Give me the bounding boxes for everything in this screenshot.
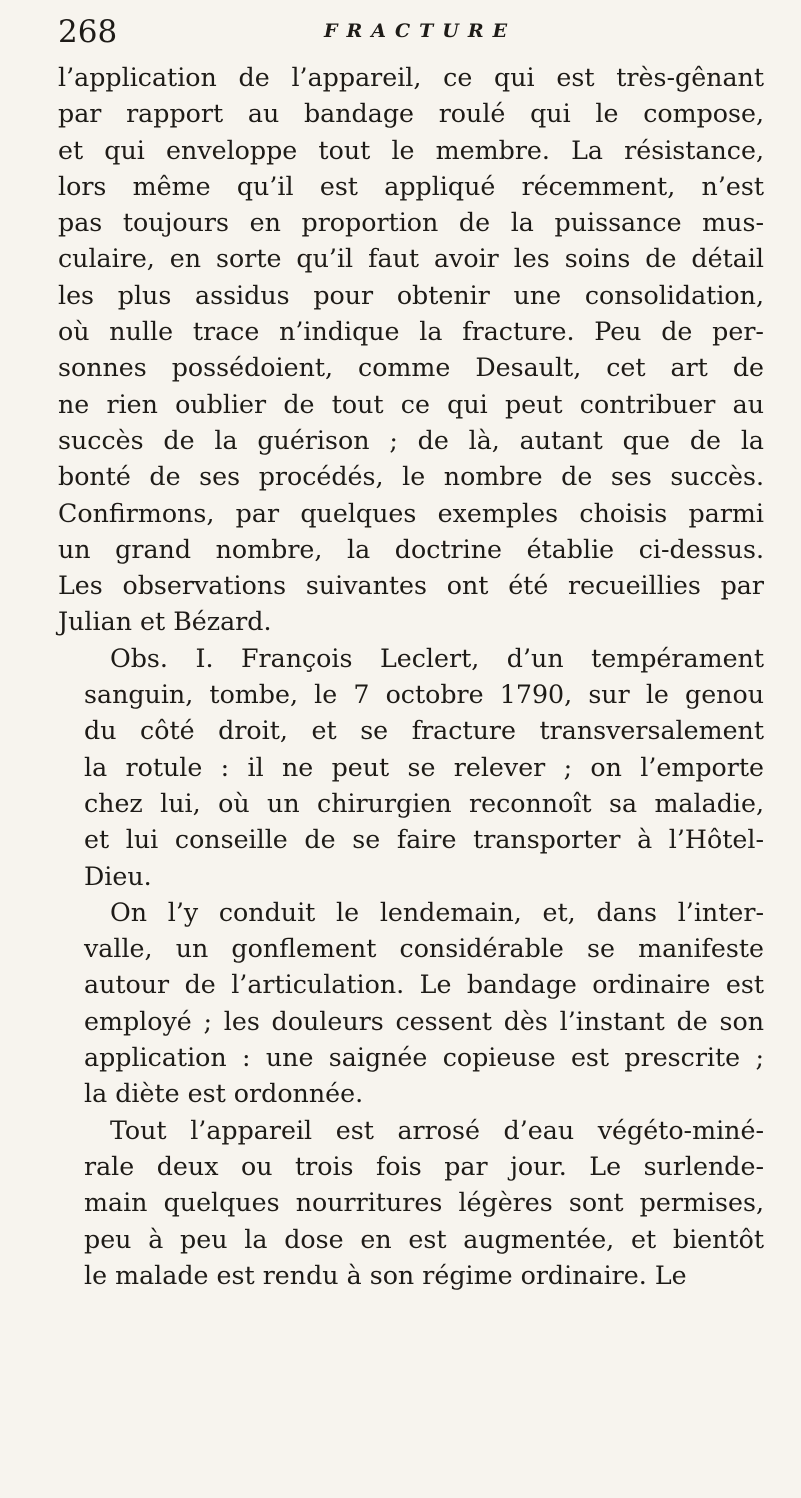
- text-line: valle, un gonflement considérable se manifeste: [84, 934, 764, 964]
- text-line: pas toujours en proportion de la puissance mus-: [58, 208, 764, 238]
- text-line: un grand nombre, la doctrine établie ci-dessus.: [58, 534, 764, 564]
- text-line: rale deux ou trois fois par jour. Le surlende-: [84, 1151, 764, 1181]
- text-line: sanguin, tombe, le 7 octobre 1790, sur le genou: [84, 680, 764, 710]
- text-line: l’application de l’appareil, ce qui est très-gênant: [58, 63, 764, 92]
- text-line: culaire, en sorte qu’il faut avoir les soins de détail: [58, 244, 764, 274]
- text-line: et qui enveloppe tout le membre. La résistance,: [58, 135, 764, 165]
- text-line: On l’y conduit le lendemain, et, dans l’inter-: [110, 897, 764, 927]
- text-line: Les observations suivantes ont été recueillies par: [58, 571, 764, 601]
- text-line: autour de l’articulation. Le bandage ordinaire est: [84, 970, 764, 1000]
- running-head: [58, 10, 798, 56]
- text-line: application : une saignée copieuse est prescrite ;: [84, 1043, 764, 1073]
- text-line: Confirmons, par quelques exemples choisis parmi: [58, 498, 764, 528]
- paragraph: [58, 1113, 764, 1294]
- text-line: ne rien oublier de tout ce qui peut contribuer au: [58, 389, 764, 419]
- text-line: succès de la guérison ; de là, autant que de la: [58, 425, 764, 455]
- text-line: employé ; les douleurs cessent dès l’instant de son: [84, 1006, 764, 1036]
- page-number: 268: [58, 14, 118, 50]
- paragraph: [58, 60, 764, 641]
- text-line: lors même qu’il est appliqué récemment, n’est: [58, 171, 764, 201]
- text-line: les plus assidus pour obtenir une consolidation,: [58, 280, 764, 310]
- text-line: par rapport au bandage roulé qui le compose,: [58, 99, 764, 129]
- text-line: le malade est rendu à son régime ordinaire. Le: [84, 1260, 687, 1290]
- text-line: peu à peu la dose en est augmentée, et bientôt: [84, 1224, 764, 1254]
- text-line: sonnes possédoient, comme Desault, cet art de: [58, 353, 764, 383]
- text-line: Julian et Bézard.: [58, 607, 272, 637]
- text-line: chez lui, où un chirurgien reconnoît sa maladie,: [84, 788, 764, 818]
- text-line: bonté de ses procédés, le nombre de ses succès.: [58, 462, 764, 492]
- running-title: FRACTURE: [324, 20, 517, 42]
- paragraph: [58, 895, 764, 1113]
- text-line: main quelques nourritures légères sont permises,: [84, 1188, 764, 1218]
- body-text: [58, 60, 764, 1294]
- text-line: Obs. I. François Leclert, d’un tempérament: [110, 643, 764, 673]
- text-line: la diète est ordonnée.: [84, 1079, 364, 1109]
- text-line: où nulle trace n’indique la fracture. Peu de per-: [58, 317, 764, 347]
- paragraph: [58, 641, 764, 895]
- text-line: et lui conseille de se faire transporter à l’Hôtel-: [84, 825, 764, 855]
- text-line: du côté droit, et se fracture transversalement: [84, 716, 764, 746]
- text-line: Dieu.: [84, 861, 152, 891]
- text-line: la rotule : il ne peut se relever ; on l’emporte: [84, 752, 764, 782]
- text-line: Tout l’appareil est arrosé d’eau végéto-miné-: [110, 1115, 764, 1145]
